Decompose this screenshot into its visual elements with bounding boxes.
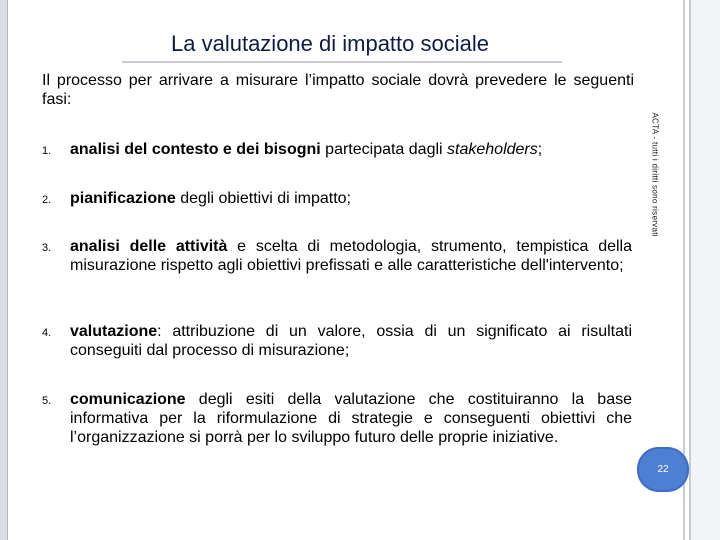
side-copyright-note bbox=[645, 114, 665, 239]
item-rest: : attribuzione di un valore, ossia di un significato ai risultati conseguiti dal processo di misurazione; bbox=[70, 323, 632, 359]
item-text bbox=[70, 237, 632, 275]
right-rail-panel bbox=[691, 0, 720, 540]
item-bold: analisi delle attività bbox=[70, 238, 228, 255]
item-number: 1. bbox=[42, 145, 52, 157]
item-text bbox=[70, 390, 632, 447]
item-text bbox=[70, 189, 632, 208]
item-rest: degli obiettivi di impatto; bbox=[175, 190, 351, 207]
item-bold: valutazione bbox=[70, 323, 158, 340]
slide-title: La valutazione di impatto sociale bbox=[171, 31, 489, 56]
page-number-badge: 22 bbox=[637, 447, 689, 492]
copyright-text: ACTA - tutti i diritti sono riservati bbox=[650, 112, 660, 237]
left-border-strip bbox=[0, 0, 7, 540]
item-tail: ; bbox=[537, 141, 543, 158]
item-rest: partecipata dagli bbox=[320, 141, 448, 158]
title-underline bbox=[122, 61, 562, 63]
item-rest: degli esiti della valutazione che costituiranno la base informativa per la riformulazione di strategie e conseguenti obiettivi che l’organizzazione si porrà per lo sviluppo futuro delle proprie iniziative. bbox=[70, 391, 632, 446]
item-bold: comunicazione bbox=[70, 391, 186, 408]
item-bold: analisi del contesto e dei bisogni bbox=[70, 141, 321, 158]
item-number: 3. bbox=[42, 242, 52, 254]
item-italic: stakeholders bbox=[447, 141, 538, 158]
item-text bbox=[70, 140, 632, 159]
item-text bbox=[70, 322, 632, 360]
item-bold: pianificazione bbox=[70, 190, 176, 207]
item-number: 2. bbox=[42, 194, 52, 206]
item-number: 4. bbox=[42, 327, 52, 339]
intro-text: Il processo per arrivare a misurare l’impatto sociale dovrà prevedere le seguenti fasi: bbox=[42, 72, 634, 108]
item-number: 5. bbox=[42, 395, 52, 407]
item-rest: e scelta di metodologia, strumento, tempistica della misurazione rispetto agli obiettivi prefissati e alle caratteristiche dell'intervento; bbox=[70, 238, 632, 274]
